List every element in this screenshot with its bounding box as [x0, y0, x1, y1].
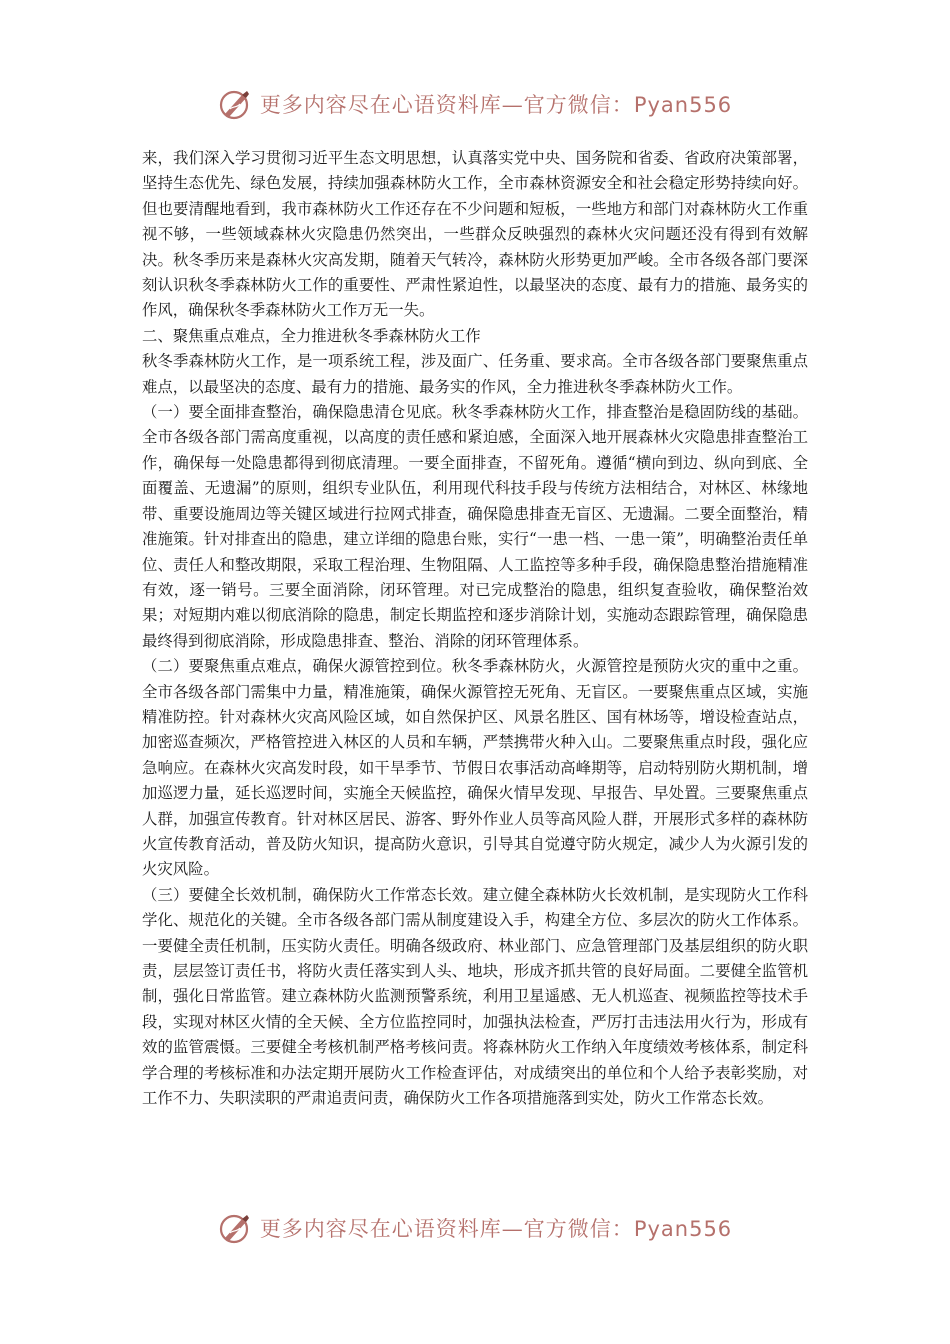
paragraph-item-2: （二）要聚焦重点难点，确保火源管控到位。秋冬季森林防火，火源管控是预防火灾的重中之重。全市各级各部门需集中力量，精准施策，确保火源管控无死角、无盲区。一要聚焦重点区域，实施精准防控。针对森林火灾高风险区域，如自然保护区、风景名胜区、国有林场等，增设检查站点，加密巡查频次，严格管控进入林区的人员和车辆，严禁携带火种入山。二要聚焦重点时段，强化应急响应。在森林火灾高发时段，如干旱季节、节假日农事活动高峰期等，启动特别防火期机制，增加巡逻力量，延长巡逻时间，实施全天候监控，确保火情早发现、早报告、早处置。三要聚焦重点人群，加强宣传教育。针对林区居民、游客、野外作业人员等高风险人群，开展形式多样的森林防火宣传教育活动，普及防火知识，提高防火意识，引导其自觉遵守防火规定，减少人为火源引发的火灾风险。 [142, 657, 808, 879]
paragraph-item-1: （一）要全面排查整治，确保隐患清仓见底。秋冬季森林防火工作，排查整治是稳固防线的基础。全市各级各部门需高度重视，以高度的责任感和紧迫感，全面深入地开展森林火灾隐患排查整治工作，确保每一处隐患都得到彻底清理。一要全面排查，不留死角。遵循“横向到边、纵向到底、全面覆盖、无遗漏”的原则，组织专业队伍，利用现代科技手段与传统方法相结合，对林区、林缘地带、重要设施周边等关键区域进行拉网式排查，确保隐患排查无盲区、无遗漏。二要全面整治，精准施策。针对排查出的隐患，建立详细的隐患台账，实行“一患一档、一患一策”，明确整治责任单位、责任人和整改期限，采取工程治理、生物阻隔、人工监控等多种手段，确保隐患整治措施精准有效，逐一销号。三要全面消除，闭环管理。对已完成整治的隐患，组织复查验收，确保整治效果；对短期内难以彻底消除的隐患，制定长期监控和逐步消除计划，实施动态跟踪管理，确保隐患最终得到彻底消除，形成隐患排查、整治、消除的闭环管理体系。 [142, 403, 808, 650]
pen-logo-icon [218, 87, 252, 121]
banner-text: 更多内容尽在心语资料库—官方微信：Pyan556 [259, 93, 733, 117]
header-banner [0, 82, 950, 126]
section-heading: 二、聚焦重点难点，全力推进秋冬季森林防火工作 [142, 326, 481, 345]
footer-banner [0, 1206, 950, 1250]
pen-logo-icon [218, 1211, 252, 1245]
banner-text: 更多内容尽在心语资料库—官方微信：Pyan556 [259, 1217, 733, 1241]
paragraph-intro: 来，我们深入学习贯彻习近平生态文明思想，认真落实党中央、国务院和省委、省政府决策部署，坚持生态优先、绿色发展，持续加强森林防火工作，全市森林资源安全和社会稳定形势持续向好。但也要清醒地看到，我市森林防火工作还存在不少问题和短板，一些地方和部门对森林防火工作重视不够，一些领域森林火灾隐患仍然突出，一些群众反映强烈的森林火灾问题还没有得到有效解决。秋冬季历来是森林火灾高发期，随着天气转冷，森林防火形势更加严峻。全市各级各部门要深刻认识秋冬季森林防火工作的重要性、严肃性紧迫性，以最坚决的态度、最有力的措施、最务实的作风，确保秋冬季森林防火工作万无一失。 [142, 149, 808, 320]
document-body [142, 146, 808, 1111]
paragraph-item-3: （三）要健全长效机制，确保防火工作常态长效。建立健全森林防火长效机制，是实现防火工作科学化、规范化的关键。全市各级各部门需从制度建设入手，构建全方位、多层次的防火工作体系。一要健全责任机制，压实防火责任。明确各级政府、林业部门、应急管理部门及基层组织的防火职责，层层签订责任书，将防火责任落实到人头、地块，形成齐抓共管的良好局面。二要健全监管机制，强化日常监管。建立森林防火监测预警系统，利用卫星遥感、无人机巡查、视频监控等技术手段，实现对林区火情的全天候、全方位监控同时，加强执法检查，严厉打击违法用火行为，形成有效的监管震慑。三要健全考核机制严格考核问责。将森林防火工作纳入年度绩效考核体系，制定科学合理的考核标准和办法定期开展防火工作检查评估，对成绩突出的单位和个人给予表彰奖励，对工作不力、失职渎职的严肃追责问责，确保防火工作各项措施落到实处，防火工作常态长效。 [142, 885, 808, 1108]
paragraph-section-intro: 秋冬季森林防火工作，是一项系统工程，涉及面广、任务重、要求高。全市各级各部门要聚焦重点难点，以最坚决的态度、最有力的措施、最务实的作风，全力推进秋冬季森林防火工作。 [142, 352, 808, 396]
wechat-id: Pyan556 [633, 93, 733, 117]
wechat-id: Pyan556 [633, 1217, 733, 1241]
